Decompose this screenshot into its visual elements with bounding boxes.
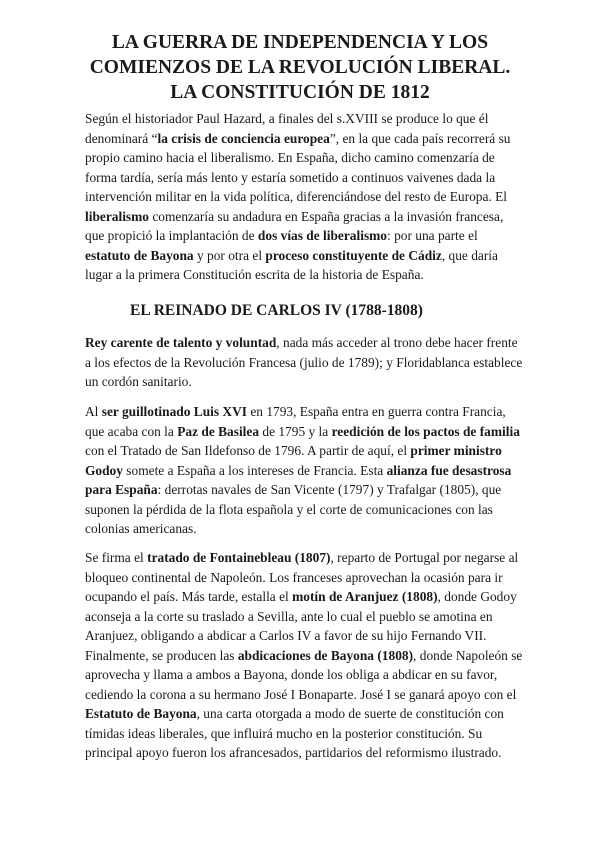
text-line: Rey carente de talento y voluntad, nada más acceder al trono debe hacer frente bbox=[85, 335, 518, 350]
bold-term: liberalismo bbox=[85, 208, 149, 224]
title-line: LA GUERRA DE INDEPENDENCIA Y LOS bbox=[111, 32, 489, 53]
text-line: forma tardía, sería más lento y estaría sometido a continuos vaivenes dada la bbox=[85, 169, 496, 185]
text-line: estatuto de Bayona y por otra el proceso constituyente de Cádiz, que daría bbox=[85, 247, 498, 263]
text-line: denominará “la crisis de conciencia europea”, en la que cada país recorrerá su bbox=[85, 130, 511, 146]
text-line: tímidas ideas liberales, que influirá mucho en la posterior constitución. Su bbox=[85, 725, 483, 741]
text-line: ocupando el país. Más tarde, estalla el motín de Aranjuez (1808), donde Godoy bbox=[85, 589, 517, 604]
bold-term: tratado de Fontainebleau (1807) bbox=[147, 550, 331, 565]
text-line: Godoy somete a España a los intereses de Francia. Esta alianza fue desastrosa bbox=[85, 462, 512, 478]
bold-term: dos vías de liberalismo bbox=[257, 228, 388, 243]
title-line: COMIENZOS DE LA REVOLUCIÓN LIBERAL. bbox=[89, 57, 511, 78]
paragraph-guerra-francia bbox=[85, 402, 555, 539]
text-line: bloqueo continental de Napoleón. Los franceses aprovechan la ocasión para ir bbox=[85, 569, 503, 585]
text-line: suponen la pérdida de la flota española y el corte de comunicaciones con las bbox=[85, 501, 493, 517]
text-line: con el Tratado de San Ildefonso de 1796. A partir de aquí, el primer ministro bbox=[85, 443, 502, 458]
bold-term: proceso constituyente de Cádiz bbox=[265, 247, 442, 263]
text-line: propio camino hacia el liberalismo. En España, dicho camino comenzaría de bbox=[85, 150, 495, 165]
bold-term: Paz de Basilea bbox=[177, 423, 260, 439]
text-line: a los efectos de la Revolución Francesa (julio de 1789); y Floridablanca establece bbox=[85, 354, 523, 370]
bold-term: Estatuto de Bayona bbox=[85, 706, 197, 721]
text-line: intervención militar en la vida política, diferenciándose del resto de Europa. El bbox=[85, 189, 508, 204]
bold-term: motín de Aranjuez (1808) bbox=[292, 589, 438, 604]
title-line: LA CONSTITUCIÓN DE 1812 bbox=[170, 82, 430, 103]
bold-term: Rey carente de talento y voluntad bbox=[85, 335, 277, 350]
bold-term: reedición de los pactos de familia bbox=[331, 423, 520, 439]
bold-term: alianza fue desastrosa bbox=[386, 462, 512, 478]
text-line: que propició la implantación de dos vías de liberalismo: por una parte el bbox=[85, 228, 478, 243]
section-heading: EL REINADO DE CARLOS IV (1788-1808) bbox=[130, 302, 423, 319]
bold-term: ser guillotinado Luis XVI bbox=[101, 404, 247, 419]
text-line: Se firma el tratado de Fontainebleau (1807), reparto de Portugal por negarse al bbox=[85, 550, 519, 565]
text-line: Aranjuez, obligando a abdicar a Carlos IV a favor de su hijo Fernando VII. bbox=[85, 628, 487, 643]
paragraph-carlos-iv bbox=[85, 333, 555, 392]
text-line: liberalismo comenzaría su andadura en España gracias a la invasión francesa, bbox=[85, 208, 504, 224]
text-line: cediendo la corona a su hermano José I Bonaparte. José I se ganará apoyo con el bbox=[85, 686, 517, 702]
text-line: aprovecha y llama a ambos a Bayona, donde los obliga a abdicar en su favor, bbox=[85, 667, 498, 682]
text-line: que acaba con la Paz de Basilea de 1795 y la reedición de los pactos de familia bbox=[85, 423, 520, 439]
document-title bbox=[60, 30, 540, 105]
text-line: para España: derrotas navales de San Vicente (1797) y Trafalgar (1805), que bbox=[85, 482, 502, 497]
text-line: lugar a la primera Constitución escrita de la historia de España. bbox=[85, 267, 424, 282]
bold-term: la crisis de conciencia europea bbox=[157, 130, 330, 146]
text-line: aconseja a la corte su traslado a Sevilla, ante lo cual el pueblo se amotina en bbox=[85, 608, 493, 624]
text-line: Según el historiador Paul Hazard, a finales del s.XVIII se produce lo que él bbox=[85, 111, 489, 126]
bold-term: para España bbox=[85, 482, 158, 497]
text-line: colonias americanas. bbox=[85, 521, 197, 536]
bold-term: primer ministro bbox=[410, 443, 502, 458]
text-line: un cordón sanitario. bbox=[85, 374, 192, 389]
bold-term: estatuto de Bayona bbox=[85, 247, 194, 263]
bold-term: abdicaciones de Bayona (1808) bbox=[237, 647, 414, 663]
text-line: Al ser guillotinado Luis XVI en 1793, España entra en guerra contra Francia, bbox=[85, 404, 506, 419]
paragraph-fontainebleau bbox=[85, 548, 555, 763]
bold-term: Godoy bbox=[85, 462, 123, 478]
text-line: Estatuto de Bayona, una carta otorgada a modo de suerte de constitución con bbox=[85, 706, 504, 721]
text-line: principal apoyo fueron los afrancesados, partidarios del reformismo ilustrado. bbox=[85, 745, 502, 760]
intro-paragraph bbox=[85, 109, 555, 285]
text-line: Finalmente, se producen las abdicaciones de Bayona (1808), donde Napoleón se bbox=[85, 647, 523, 663]
